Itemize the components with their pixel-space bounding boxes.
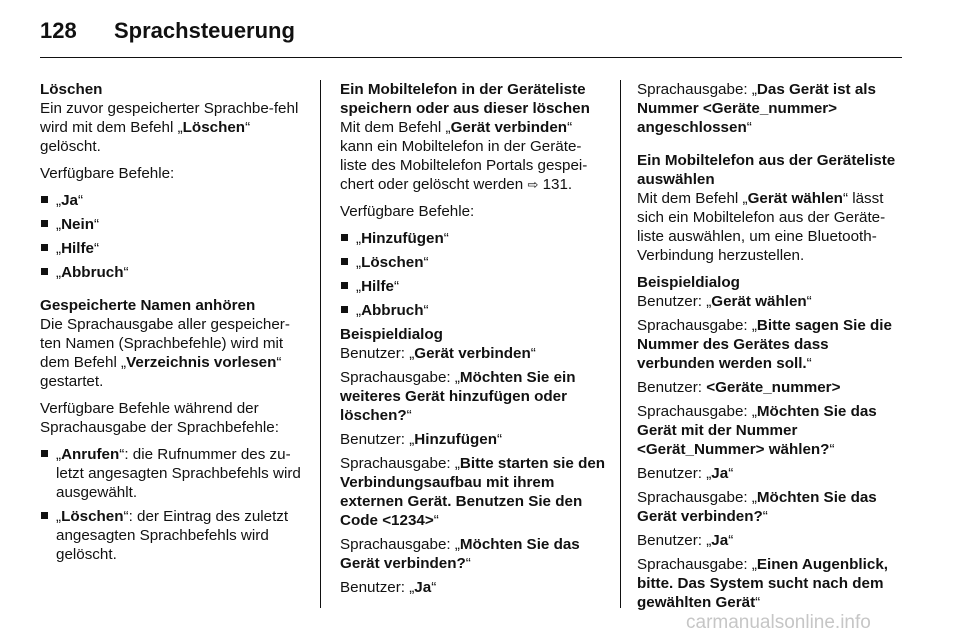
command: Gerät verbinden [450,119,568,136]
open-quote: „ [356,302,362,319]
command-label: Nein [61,216,94,233]
dialog-text: <Geräte_nummer> [706,379,841,396]
dialog-line [637,80,905,137]
example-dialog [637,292,905,612]
close-quote: “ [393,278,400,295]
close-quote: “ [746,119,752,136]
open-quote: „ [356,278,362,295]
commands-list [340,229,608,320]
paragraph [340,118,608,194]
text: “ kann ein Mobiltelefon in der Geräte-liste des Mobiltelefon Portals gespei-chert oder gelöscht werden [340,119,588,193]
close-quote: “ [762,508,768,525]
dialog-line [637,488,905,526]
page-ref: 131. [542,176,573,193]
close-quote: “ [93,240,100,257]
column-1 [40,80,308,569]
command-item [40,239,308,258]
command-label: Hilfe [361,278,394,295]
bullet-icon [341,258,348,265]
loeschen-section [40,80,308,156]
command-label: Löschen [61,508,124,525]
dialog-text: Bitte sagen Sie die Nummer des Gerätes dass verbunden werden soll. [637,317,892,372]
dialog-line [637,402,905,459]
dialog-speaker: Sprachausgabe: „ [340,536,460,553]
bullet-icon [341,306,348,313]
open-quote: „ [56,508,62,525]
dialog-speaker: Sprachausgabe: „ [637,81,757,98]
text: “ gelöscht. [40,119,251,155]
dialog-speaker: Benutzer: „ [637,532,712,549]
bullet-icon [41,512,48,519]
command-item [340,229,608,248]
open-quote: „ [356,230,362,247]
command-item [40,507,308,564]
command-label: Abbruch [61,264,124,281]
dialog-text: Ja [711,465,729,482]
paragraph [40,99,308,156]
command-label: Anrufen [61,446,120,463]
text: Mit dem Befehl „ [637,190,748,207]
close-quote: “ [123,264,129,281]
dialog-line [340,368,608,425]
dialog-speaker: Benutzer: [637,379,707,396]
command: Verzeichnis vorlesen [126,354,277,371]
command-item [340,277,608,296]
text: “ lässt sich ein Mobiltelefon aus der Geräte-liste auswählen, um eine Bluetooth-Verbindung herzustellen. [637,190,886,264]
close-quote: “ [728,465,734,482]
command-item [340,253,608,272]
close-quote: “ [443,230,449,247]
commands-list [40,191,308,282]
dialog-speaker: Sprachausgabe: „ [340,369,460,386]
dialog-text: Möchten Sie ein weiteres Gerät hinzufügen oder löschen? [340,369,576,424]
page-ref-icon: ⇨ [527,177,539,192]
close-quote: “ [431,579,437,596]
command-item [40,191,308,210]
continued-dialog [637,80,905,137]
open-quote: „ [56,192,62,209]
dialog-heading: Beispieldialog [340,326,443,343]
close-quote: “ [496,431,503,448]
dialog-speaker: Benutzer: „ [637,465,712,482]
text: “ gestartet. [40,354,282,390]
bullet-icon [41,196,48,203]
dialog-speaker: Benutzer: „ [637,293,712,310]
dialog-line [637,555,905,612]
example-dialog [340,344,608,597]
dialog-text: Hinzufügen [414,431,497,448]
page-title: Sprachsteuerung [114,18,295,43]
dialog-line [637,316,905,373]
command-item [40,445,308,502]
paragraph [637,189,905,265]
dialog-speaker: Sprachausgabe: „ [637,403,757,420]
command-item [40,263,308,282]
command-item [40,215,308,234]
bullet-icon [41,244,48,251]
close-quote: “ [530,345,536,362]
command-label: Ja [61,192,78,209]
close-quote: “ [806,293,812,310]
close-quote: “ [728,532,734,549]
dialog-heading: Beispieldialog [637,274,740,291]
anhoeren-section [40,296,308,391]
dialog-text: Möchten Sie das Gerät verbinden? [340,536,580,572]
command-label: Hilfe [61,240,94,257]
page-number: 128 [40,18,77,43]
section-heading: Gespeicherte Namen anhören [40,297,256,314]
open-quote: „ [56,264,62,281]
close-quote: “ [93,216,100,233]
close-quote: “ [829,441,835,458]
column-divider [320,80,321,608]
text: Mit dem Befehl „ [340,119,451,136]
close-quote: “ [433,512,439,529]
dialog-line [340,578,608,597]
open-quote: „ [56,216,62,233]
bullet-icon [41,268,48,275]
during-commands-list [40,445,308,564]
bullet-icon [41,450,48,457]
command: Gerät wählen [747,190,843,207]
command-label: Löschen [361,254,424,271]
paragraph [40,315,308,391]
dialog-text: Möchten Sie das Gerät verbinden? [637,489,877,525]
dialog-text: Ja [414,579,432,596]
close-quote: “ [806,355,812,372]
commands-intro: Verfügbare Befehle: [40,165,175,182]
dialog-text: Ja [711,532,729,549]
bullet-icon [341,234,348,241]
command: Löschen [182,119,246,136]
dialog-line [637,464,905,483]
command-label: Hinzufügen [361,230,444,247]
dialog-speaker: Sprachausgabe: „ [340,455,460,472]
section-heading: Ein Mobiltelefon aus der Geräteliste auswählen [637,152,896,188]
command-label: Abbruch [361,302,424,319]
commands-intro: Verfügbare Befehle: [340,203,475,220]
dialog-speaker: Benutzer: „ [340,579,415,596]
column-3 [637,80,905,617]
dialog-speaker: Benutzer: „ [340,345,415,362]
dialog-line [637,292,905,311]
watermark: carmanualsonline.info [686,612,871,633]
close-quote: “ [423,254,429,271]
dialog-text: Das Gerät ist als Nummer <Geräte_nummer> angeschlossen [637,81,876,136]
text: Die Sprachausgabe aller gespeicher-ten Namen (Sprachbefehle) wird mit dem Befehl „ [40,316,290,371]
dialog-speaker: Sprachausgabe: „ [637,489,757,506]
header-rule [40,57,902,58]
dialog-text: Einen Augenblick, bitte. Das System sucht nach dem gewählten Gerät [637,556,888,611]
dialog-text: Möchten Sie das Gerät mit der Nummer <Gerät_Nummer> wählen? [637,403,877,458]
open-quote: „ [56,446,62,463]
command-description: “: die Rufnummer des zu-letzt angesagten Sprachbefehls wird ausgewählt. [56,446,301,501]
page-header [40,18,902,58]
column-divider [620,80,621,608]
close-quote: “ [465,555,471,572]
dialog-line [340,430,608,449]
section-heading: Ein Mobiltelefon in der Geräteliste speichern oder aus dieser löschen [340,81,590,117]
dialog-speaker: Benutzer: „ [340,431,415,448]
dialog-line [637,378,905,397]
dialog-text: Gerät wählen [711,293,807,310]
close-quote: “ [755,594,761,611]
command-item [340,301,608,320]
bullet-icon [341,282,348,289]
dialog-speaker: Sprachausgabe: „ [637,556,757,573]
section-heading: Löschen [40,81,103,98]
dialog-text: Bitte starten sie den Verbindungsaufbau mit ihrem externen Gerät. Benutzen Sie den Code <1234> [340,455,606,529]
dialog-line [637,531,905,550]
open-quote: „ [56,240,62,257]
bullet-icon [41,220,48,227]
open-quote: „ [356,254,362,271]
column-2 [340,80,608,602]
dialog-line [340,535,608,573]
dialog-line [340,454,608,530]
dialog-line [340,344,608,363]
text: Ein zuvor gespeicherter Sprachbe-fehl wird mit dem Befehl „ [40,100,299,136]
close-quote: “ [77,192,84,209]
dialog-text: Gerät verbinden [414,345,531,362]
dialog-speaker: Sprachausgabe: „ [637,317,757,334]
close-quote: “ [423,302,429,319]
close-quote: “ [406,407,412,424]
command-description: “: der Eintrag des zuletzt angesagten Sprachbefehls wird gelöscht. [56,508,289,563]
during-intro: Verfügbare Befehle während der Sprachausgabe der Sprachbefehle: [40,400,279,436]
